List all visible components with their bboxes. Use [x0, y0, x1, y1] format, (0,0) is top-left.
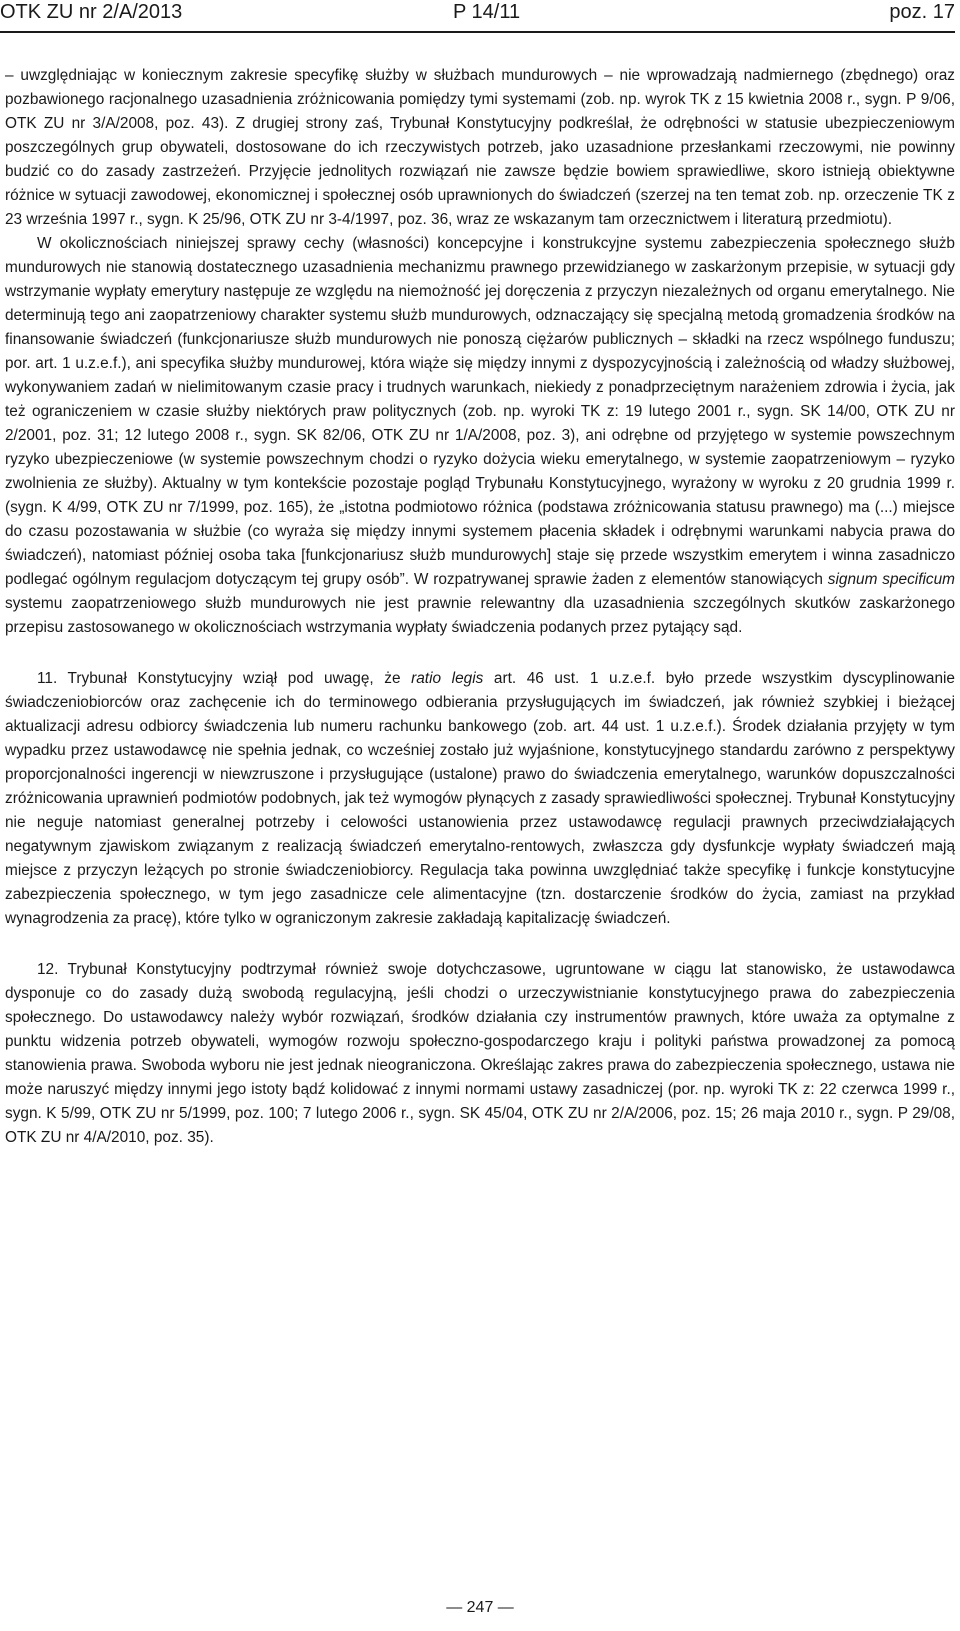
- position-number: poz. 17: [889, 1, 955, 23]
- paragraph-text: 11. Trybunał Konstytucyjny wziął pod uwagę, że: [37, 670, 412, 687]
- publication-reference: OTK ZU nr 2/A/2013: [0, 1, 183, 23]
- paragraph-continuation: – uwzględniając w koniecznym zakresie specyfikę służby w służbach mundurowych – nie wprowadzają nadmiernego (zbędnego) oraz pozbawionego racjonalnego uzasadnienia zróżnicowania pomiędzy tymi systemami (zob. np. wyrok TK z 15 kwietnia 2008 r., sygn. P 9/06, OTK ZU nr 3/A/2008, poz. 43). Z drugiej strony zaś, Trybunał Konstytucyjny podkreślał, że odrębności w statusie ubezpieczeniowym poszczególnych grup obywateli, dostosowane do ich rzeczywistych potrzeb, jako uzasadnione przesłankami rzeczowymi, nie powinny budzić co do zasady zastrzeżeń. Przyjęcie jednolitych rozwiązań nie zawsze będzie bowiem sprawiedliwe, skoro istnieją obiektywne różnice w sytuacji zawodowej, ekonomicznej i społecznej osób uprawnionych do świadczeń (szerzej na ten temat zob. np. orzeczenie TK z 23 września 1997 r., sygn. K 25/96, OTK ZU nr 3-4/1997, poz. 36, wraz ze wskazanym tam orzecznictwem i literaturą przedmiotu).: [5, 67, 955, 228]
- latin-term: signum specificum: [827, 571, 955, 588]
- paragraph-text: art. 46 ust. 1 u.z.e.f. było przede wszystkim dyscyplinowanie świadczeniobiorców oraz zachęcenie ich do terminowego odbierania przysługujących im świadczeń, jak również szybkiej i bieżącej aktualizacji adresu odbiorcy świadczenia lub numeru rachunku bankowego (zob. art. 44 ust. 1 u.z.e.f.). Środek działania przyjęty w tym wypadku przez ustawodawcę nie spełnia jednak, co wcześniej zostało już wyjaśnione, konstytucyjnego standardu zarówno z perspektywy proporcjonalności ingerencji w niewzruszone i przysługujące (ustalone) prawo do świadczenia emerytalnego, warunków dopuszczalności zróżnicowania uprawnień podmiotów podobnych, jak też wymogów płynących z zasady sprawiedliwości społecznej. Trybunał Konstytucyjny nie neguje natomiast generalnej potrzeby i celowości ustanowienia przez ustawodawcę regulacji prawnych przeciwdziałających negatywnym zjawiskom związanym z realizacją świadczeń emerytalno-rentowych, zwłaszcza gdy dysfunkcje wypłaty świadczeń mają miejsce z przyczyn leżących po stronie świadczeniobiorcy. Regulacja taka powinna uwzględniać także specyfikę i funkcje konstytucyjne zabezpieczenia społecznego, w tym jego zasadnicze cele alimentacyjne (tzn. dostarczenie środków do życia, zamiast na przykład wynagrodzenia za pracę), które tylko w ograniczonym zakresie zakładają kapitalizację świadczeń.: [5, 670, 955, 927]
- paragraph-circumstances: [5, 232, 955, 640]
- header-divider: [0, 31, 955, 33]
- page-number: — 247 —: [446, 1599, 514, 1616]
- document-body: [5, 64, 955, 1150]
- paragraph-12: 12. Trybunał Konstytucyjny podtrzymał również swoje dotychczasowe, ugruntowane w ciągu lat stanowisko, że ustawodawca dysponuje co do zasady dużą swobodą regulacyjną, jeśli chodzi o urzeczywistnianie konstytucyjnego prawa do zabezpieczenia społecznego. Do ustawodawcy należy wybór rozwiązań, środków działania czy instrumentów prawnych, które uważa za optymalne z punktu widzenia potrzeb obywateli, wymogów rozwoju społeczno-gospodarczego kraju i polityki państwa prowadzonej za pomocą stanowienia prawa. Swoboda wyboru nie jest jednak nieograniczona. Określając zakres prawa do zabezpieczenia społecznego, ustawa nie może naruszyć między innymi jego istoty bądź kolidować z innymi normami ustawy zasadniczej (por. np. wyroki TK z: 22 czerwca 1999 r., sygn. K 5/99, OTK ZU nr 5/1999, poz. 100; 7 lutego 2006 r., sygn. SK 45/04, OTK ZU nr 2/A/2006, poz. 15; 26 maja 2010 r., sygn. P 29/08, OTK ZU nr 4/A/2010, poz. 35).: [5, 961, 955, 1146]
- latin-term: ratio legis: [411, 670, 484, 687]
- case-signature: P 14/11: [453, 1, 521, 23]
- paragraph-text: systemu zaopatrzeniowego służb mundurowych nie jest prawnie relewantny dla uzasadnienia szczególnych skutków zaskarżonego przepisu zastosowanego w okolicznościach wstrzymania wypłaty świadczenia podanych przez pytający sąd.: [5, 595, 955, 636]
- page-header: [0, 0, 960, 34]
- paragraph-11: [5, 667, 955, 931]
- paragraph-text: W okolicznościach niniejszej sprawy cechy (własności) koncepcyjne i konstrukcyjne systemu zabezpieczenia społecznego służb mundurowych nie stanowią dostatecznego uzasadnienia mechanizmu prawnego przewidzianego w zaskarżonym przepisie, w sytuacji gdy wstrzymanie wypłaty emerytury następuje ze względu na niemożność jej doręczenia z przyczyn niezależnych od organu emerytalnego. Nie determinują tego ani zaopatrzeniowy charakter systemu służb mundurowych, odznaczający się specjalną metodą gromadzenia środków na finansowanie świadczeń (funkcjonariusze służb mundurowych nie ponoszą ciężarów publicznych – składki na rzecz wspólnego funduszu; por. art. 1 u.z.e.f.), ani specyfika służby mundurowej, która wiąże się między innymi z dyspozycyjnością i zależnością od władzy służbowej, wykonywaniem zadań w nielimitowanym czasie pracy i trudnych warunkach, niekiedy z ponadprzeciętnym narażeniem zdrowia i życia, jak też ograniczeniem w czasie służby niektórych praw politycznych (zob. np. wyroki TK z: 19 lutego 2001 r., sygn. SK 14/00, OTK ZU nr 2/2001, poz. 31; 12 lutego 2008 r., sygn. SK 82/06, OTK ZU nr 1/A/2008, poz. 3), ani odrębne od przyjętego w systemie powszechnym ryzyko ubezpieczeniowe (w systemie powszechnym chodzi o ryzyko dożycia wieku emerytalnego, w systemie zaopatrzeniowym – ryzyko zwolnienia ze służby). Aktualny w tym kontekście pozostaje pogląd Trybunału Konstytucyjnego, wyrażony w wyroku z 20 grudnia 1999 r. (sygn. K 4/99, OTK ZU nr 7/1999, poz. 165), że „istotna podmiotowo różnica (podstawa zróżnicowania statusu prawnego) ma (...) miejsce do czasu pozostawania w służbie (co wyraża się między innymi systemem płacenia składek i odrębnymi warunkami nabycia prawa do świadczeń), natomiast później osoba taka [funkcjonariusz służb mundurowych] staje się przede wszystkim emerytem i winna zasadniczo podlegać ogólnym regulacjom dotyczącym tej grupy osób”. W rozpatrywanej sprawie żaden z elementów stanowiących: [5, 235, 955, 588]
